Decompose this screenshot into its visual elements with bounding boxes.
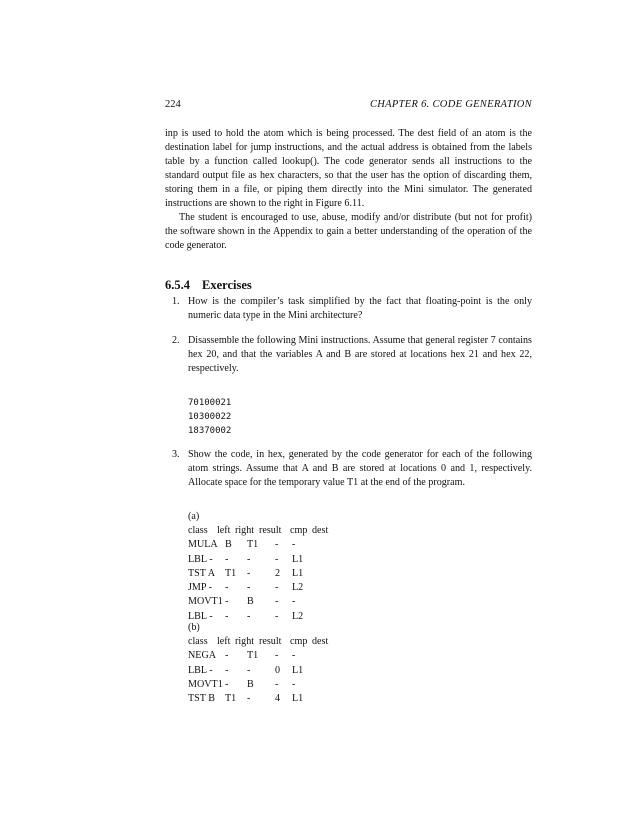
table-cell: - [275, 596, 279, 608]
table-cell: 2 [275, 567, 281, 579]
table-cell: - [225, 553, 229, 565]
code-line: 70100021 [188, 398, 232, 408]
paragraph: inp is used to hold the atom which is being processed. The dest field of an atom is the destination label for jump instructions, and the actual address is obtained from the labels table by a function called lookup(). The code generator sends all instructions to the standard output file as hex characters, so that the user has the option of discarding them, storing them in a file, or piping them directly into the Mini simulator. The generated instructions are shown to the right in Figure 6.11. [165, 128, 532, 209]
table-cell: - [292, 539, 296, 551]
column-header: right [235, 525, 255, 536]
table-row [188, 553, 304, 567]
exercise-item [172, 448, 532, 490]
section-heading [165, 278, 532, 293]
table-label: (a) [188, 511, 200, 522]
table-cell: TST A [188, 567, 216, 579]
table-cell: - [247, 610, 251, 622]
table-cell: - [247, 693, 251, 705]
table-cell: - [247, 553, 251, 565]
section-title: Exercises [202, 278, 252, 292]
column-header: left [217, 636, 231, 647]
table-row [188, 664, 304, 678]
table-cell: - [275, 539, 279, 551]
table-cell: JMP - [188, 582, 213, 594]
table-header-row [188, 635, 329, 649]
column-header: result [259, 525, 282, 536]
table-cell: L2 [292, 610, 304, 622]
table-cell: LBL - [188, 610, 213, 622]
code-line: 10300022 [188, 412, 232, 422]
table-row [188, 581, 304, 595]
column-header: cmp [290, 525, 308, 536]
exercise-number: 3. [172, 449, 180, 460]
table-cell: B [247, 596, 254, 608]
table-cell: T1 [225, 567, 237, 579]
code-block [188, 396, 231, 438]
column-header: right [235, 636, 255, 647]
table-cell: - [275, 678, 279, 690]
table-row [188, 678, 296, 692]
chapter-title: CHAPTER 6. CODE GENERATION [370, 99, 532, 110]
table-cell: L1 [292, 567, 304, 579]
table-cell: T1 [247, 539, 259, 551]
table-cell: - [225, 582, 229, 594]
table-cell: B [225, 539, 232, 551]
table-header-row [188, 524, 329, 538]
table-cell: - [275, 650, 279, 662]
page-number: 224 [165, 99, 181, 110]
table-row [188, 692, 304, 706]
table-cell: - [292, 678, 296, 690]
column-header: cmp [290, 636, 308, 647]
atom-table-b [188, 621, 329, 706]
table-row [188, 649, 296, 663]
table-cell: - [275, 582, 279, 594]
table-cell: - [225, 678, 229, 690]
table-cell: - [292, 596, 296, 608]
table-cell: - [225, 664, 229, 676]
exercise-number: 1. [172, 296, 180, 307]
table-cell: - [275, 610, 279, 622]
table-cell: T1 [247, 650, 259, 662]
code-line: 18370002 [188, 426, 232, 436]
exercise-item [172, 295, 532, 323]
table-row [188, 595, 296, 609]
running-header [165, 99, 532, 113]
table-cell: - [247, 664, 251, 676]
exercise-text: Disassemble the following Mini instructions. Assume that general register 7 contains hex 20, and that the variables A and B are stored at locations hex 21 and hex 22, respectively. [188, 335, 532, 374]
table-cell: - [225, 596, 229, 608]
column-header: class [188, 636, 208, 647]
section-number: 6.5.4 [165, 278, 190, 292]
table-cell: LBL - [188, 664, 213, 676]
exercise-number: 2. [172, 335, 180, 346]
table-cell: T1 [225, 693, 237, 705]
table-cell: NEGA [188, 650, 217, 662]
table-cell: L2 [292, 582, 304, 594]
table-label: (b) [188, 622, 200, 633]
exercise-item [172, 334, 532, 376]
table-cell: MULA [188, 539, 218, 551]
table-cell: - [247, 582, 251, 594]
table-cell: - [292, 650, 296, 662]
atom-table-a [188, 510, 329, 624]
table-row [188, 538, 296, 552]
table-cell: - [247, 567, 251, 579]
table-cell: 0 [275, 664, 281, 676]
table-cell: LBL - [188, 553, 213, 565]
exercise-text: How is the compiler’s task simplified by the fact that floating-point is the only numeric data type in the Mini architecture? [188, 296, 532, 321]
table-cell: L1 [292, 693, 304, 705]
table-cell: B [247, 678, 254, 690]
body-text [165, 127, 532, 253]
table-cell: - [225, 650, 229, 662]
table-cell: MOVT1 [188, 678, 223, 690]
table-row [188, 567, 304, 581]
table-cell: - [275, 553, 279, 565]
paragraph: The student is encouraged to use, abuse, modify and/or distribute (but not for profit) the software shown in the Appendix to gain a better understanding of the operation of the code generator. [165, 212, 532, 251]
table-cell: - [225, 610, 229, 622]
table-cell: MOVT1 [188, 596, 223, 608]
column-header: left [217, 525, 231, 536]
table-cell: 4 [275, 693, 281, 705]
column-header: class [188, 525, 208, 536]
column-header: dest [312, 525, 329, 536]
table-cell: TST B [188, 693, 216, 705]
table-cell: L1 [292, 553, 304, 565]
column-header: dest [312, 636, 329, 647]
exercise-text: Show the code, in hex, generated by the code generator for each of the following atom strings. Assume that A and B are stored at locations 0 and 1, respectively. Allocate space for the temporary value T1 at the end of the program. [188, 449, 532, 488]
column-header: result [259, 636, 282, 647]
table-cell: L1 [292, 664, 304, 676]
